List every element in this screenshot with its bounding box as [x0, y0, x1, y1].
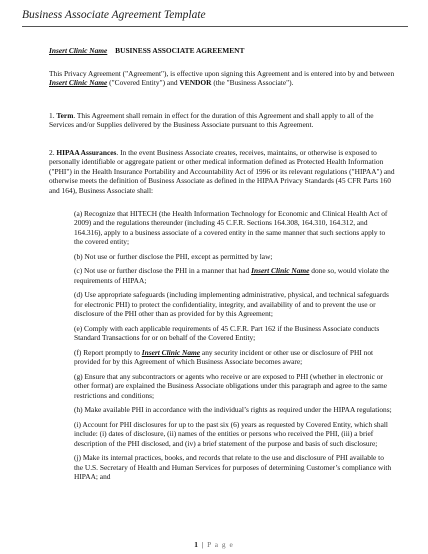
hipaa-section	[49, 148, 395, 195]
list-item-j: (j) Make its internal practices, books, and records that relate to the use and disclosure of PHI available to the U.S. Secretary of Health and Human Services for purposes of determining Customer’s compliance with HIPAA; and	[74, 453, 392, 482]
hipaa-number: 2.	[49, 148, 57, 157]
intro-text-3: (the "Business Associate").	[211, 78, 294, 88]
list-item-g: (g) Ensure that any subcontractors or agents who receive or are exposed to PHI (whether in electronic or other format) are explained the Business Associate obligations under this paragraph and agree to the same restrictions and conditions;	[74, 371, 387, 400]
intro-text-1: This Privacy Agreement ("Agreement"), is effective upon signing this Agreement and is entered into by and between	[49, 69, 395, 78]
page-number: 1	[194, 540, 198, 549]
header-divider	[22, 26, 408, 27]
intro-text-2: ("Covered Entity") and	[107, 78, 180, 88]
intro-vendor: VENDOR	[179, 78, 212, 88]
term-section	[49, 111, 395, 130]
hipaa-obligations-list	[74, 209, 394, 487]
heading-clinic-placeholder: Insert Clinic Name	[49, 46, 108, 55]
list-item-h: (h) Make available PHI in accordance with the individual’s rights as required under the HIPAA regulations;	[74, 405, 392, 415]
hipaa-title: HIPAA Assurances	[56, 148, 117, 157]
intro-paragraph	[49, 69, 395, 88]
item-f-text-1: (f) Report promptly to	[74, 347, 142, 357]
list-item-i: (i) Account for PHI disclosures for up to the past six (6) years as requested by Covered Entity, which shall include: (i) dates of disclosure, (ii) names of the entities or persons who received the PHI, (iii) a brief description of the PHI disclosed, and (iv) a brief statement of the purpose and basis of such disclosure;	[74, 419, 388, 448]
term-text: . This Agreement shall remain in effect for the duration of this Agreement and shall apply to all of the Services and/or Supplies delivered by the Business Associate pursuant to this Agreement.	[49, 111, 374, 130]
list-item-f	[74, 348, 394, 367]
agreement-heading	[49, 46, 395, 55]
list-item-d: (d) Use appropriate safeguards (including implementing administrative, physical, and technical safeguards for electronic PHI) to protect the confidentiality, integrity, and availability of and to prevent the use or disclosure of the PHI other than as provided for by this Agreement;	[74, 290, 389, 319]
item-f-text-2: any security incident or other use or disclosure of PHI not provided for by this Agreement of which Business Associate becomes aware;	[74, 347, 374, 367]
item-c-text-1: (c) Not use or further disclose the PHI in a manner that had	[74, 266, 252, 276]
list-item-e: (e) Comply with each applicable requirements of 45 C.F.R. Part 162 if the Business Associate conducts Standard Transactions for or on behalf of the Covered Entity;	[74, 323, 380, 343]
header-title: Business Associate Agreement Template	[22, 9, 206, 21]
page-label: P a g e	[207, 540, 234, 549]
item-c-clinic-placeholder: Insert Clinic Name	[251, 266, 310, 276]
list-item-b: (b) Not use or further disclose the PHI, except as permitted by law;	[74, 251, 273, 261]
hipaa-text: . In the event Business Associate creates, receives, maintains, or otherwise is exposed to personally identifiable or aggregate patient or other medical information defined as Protected Health Information ("PHI") in the Health Insurance Portability and Accountability Act of 1996 or its relevant regulations ("HIPAA") and otherwise meets the definition of Business Associate as defined in the HIPAA Privacy Standards (45 CFR Parts 160 and 164), Business Associate shall:	[49, 148, 395, 195]
list-item-c	[74, 266, 394, 285]
intro-clinic-placeholder: Insert Clinic Name	[49, 78, 108, 88]
term-number: 1.	[49, 111, 57, 120]
page-footer	[0, 540, 428, 549]
item-f-clinic-placeholder: Insert Clinic Name	[141, 347, 201, 357]
term-title: Term	[56, 111, 74, 120]
item-c-text-2: done so, would violate the requirements of HIPAA;	[74, 266, 390, 285]
heading-title: BUSINESS ASSOCIATE AGREEMENT	[115, 46, 245, 55]
list-item-a: (a) Recognize that HITECH (the Health Information Technology for Economic and Clinical Health Act of 2009) and the regulations thereunder (including 45 C.F.R. Sections 164.308, 164.310, 164.312, and 164.316), apply to a business associate of a covered entity in the same manner that such sections apply to the covered entity;	[74, 209, 388, 247]
page-separator: |	[201, 540, 204, 549]
